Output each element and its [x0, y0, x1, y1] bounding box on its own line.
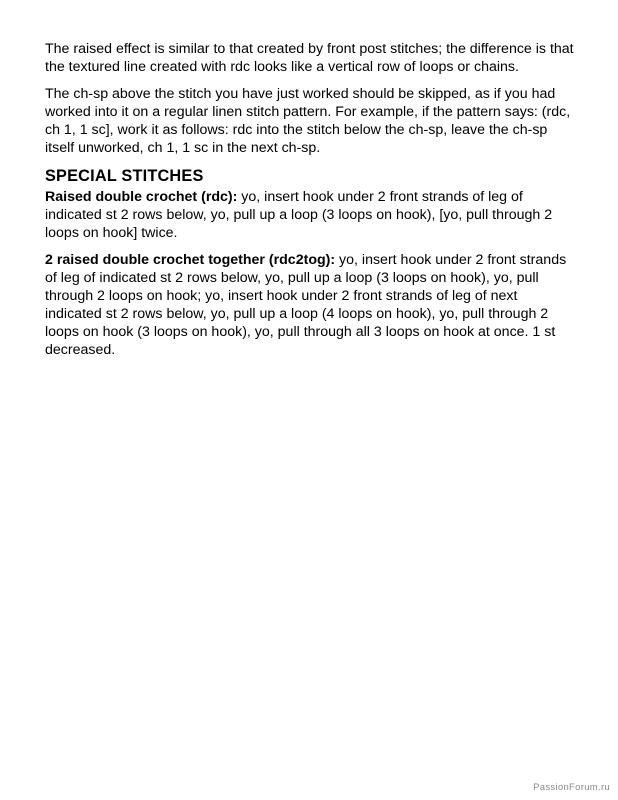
special-stitches-heading: SPECIAL STITCHES: [45, 167, 204, 185]
rdc2tog-instructions: yo, insert hook under 2 front strands of leg of indicated st 2 rows below, yo, pull up a loop (3 loops on hook), yo, pull through 2 loops on hook; yo, insert hook under 2 front strands of leg of next indicated st 2 rows below, yo, pull up a loop (4 loops on hook), yo, pull through 2 loops on hook (3 loops on hook), yo, pull through all 3 loops on hook at once. 1 st decreased.: [45, 252, 567, 358]
rdc2tog-term: 2 raised double crochet together (rdc2tog):: [45, 252, 336, 268]
rdc-definition: [45, 188, 575, 242]
rdc-instructions: yo, insert hook under 2 front strands of leg of indicated st 2 rows below, yo, pull up a loop (3 loops on hook), [yo, pull through 2 loops on hook] twice.: [45, 189, 553, 241]
site-watermark: PassionForum.ru: [533, 782, 610, 793]
document-body: [45, 40, 575, 368]
rdc-term: Raised double crochet (rdc):: [45, 189, 238, 205]
rdc2tog-definition: [45, 251, 575, 359]
ch-sp-paragraph: The ch-sp above the stitch you have just worked should be skipped, as if you had worked into it on a regular linen stitch pattern. For example, if the pattern says: (rdc, ch 1, 1 sc], work it as follows: rdc into the stitch below the ch-sp, leave the ch-sp itself unworked, ch 1, 1 sc in the next ch-sp.: [45, 86, 571, 156]
intro-paragraph: The raised effect is similar to that created by front post stitches; the difference is that the textured line created with rdc looks like a vertical row of loops or chains.: [45, 41, 574, 75]
